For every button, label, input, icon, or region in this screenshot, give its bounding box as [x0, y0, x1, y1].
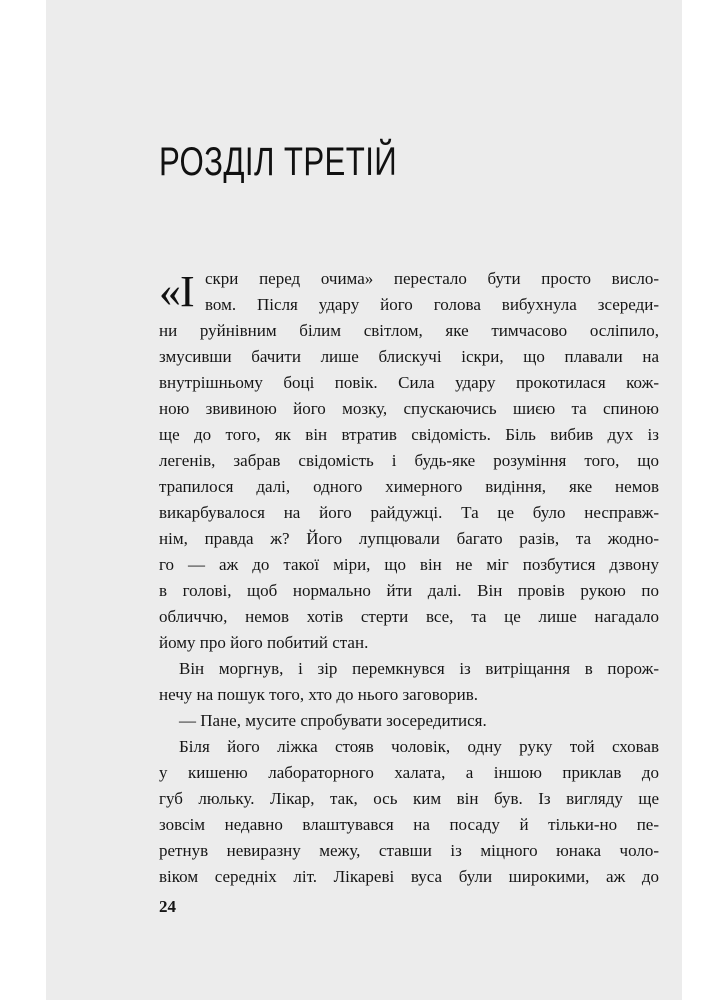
text-line: ретнув невиразну межу, ставши із міцного юнака чоло-: [159, 841, 659, 860]
text-line: губ люльку. Лікар, так, ось ким він був. Із вигляду ще: [159, 789, 659, 808]
text-line: зовсім недавно влаштувався на посаду й тільки-но пе-: [159, 815, 659, 834]
page-number: 24: [159, 897, 176, 916]
text-line: обличчю, немов хотів стерти все, та це лише нагадало: [159, 607, 659, 626]
text-line: нім, правда ж? Його лупцювали багато разів, та жодно-: [159, 529, 659, 548]
text-line: Він моргнув, і зір перемкнувся із витріщання в порож-: [179, 659, 659, 678]
text-line: го — аж до такої міри, що він не міг позбутися дзвону: [159, 555, 659, 574]
drop-cap: «І: [159, 267, 194, 316]
text-line: змусивши бачити лише блискучі іскри, що плавали на: [159, 347, 659, 366]
text-line: в голові, щоб нормально йти далі. Він провів рукою по: [159, 581, 659, 600]
text-line: вом. Після удару його голова вибухнула зсереди-: [205, 295, 659, 314]
text-line: у кишеню лабораторного халата, а іншою приклав до: [159, 763, 659, 782]
text-line: йому про його побитий стан.: [159, 633, 369, 652]
chapter-body-text: [159, 266, 659, 890]
text-line: легенів, забрав свідомість і будь-яке розуміння того, що: [159, 451, 659, 470]
text-line: Біля його ліжка стояв чоловік, одну руку той сховав: [179, 737, 659, 756]
text-line: віком середніх літ. Лікареві вуса були широкими, аж до: [159, 867, 659, 886]
text-line: викарбувалося на його райдужці. Та це було несправж-: [159, 503, 659, 522]
text-line: скри перед очима» перестало бути просто висло-: [205, 269, 659, 288]
text-line: нечу на пошук того, хто до нього заговорив.: [159, 685, 479, 704]
text-line: внутрішньому боці повік. Сила удару прокотилася кож-: [159, 373, 659, 392]
text-line: ною звивиною його мозку, спускаючись шиєю та спиною: [159, 399, 659, 418]
text-line: ще до того, як він втратив свідомість. Біль вибив дух із: [159, 425, 659, 444]
text-line: ни руйнівним білим світлом, яке тимчасово осліпило,: [159, 321, 659, 340]
text-line: трапилося далі, одного химерного видіння, яке немов: [159, 477, 659, 496]
chapter-title: РОЗДІЛ ТРЕТІЙ: [159, 140, 398, 184]
book-page: [46, 0, 682, 1000]
dialogue-line: — Пане, мусите спробувати зосередитися.: [179, 711, 487, 730]
